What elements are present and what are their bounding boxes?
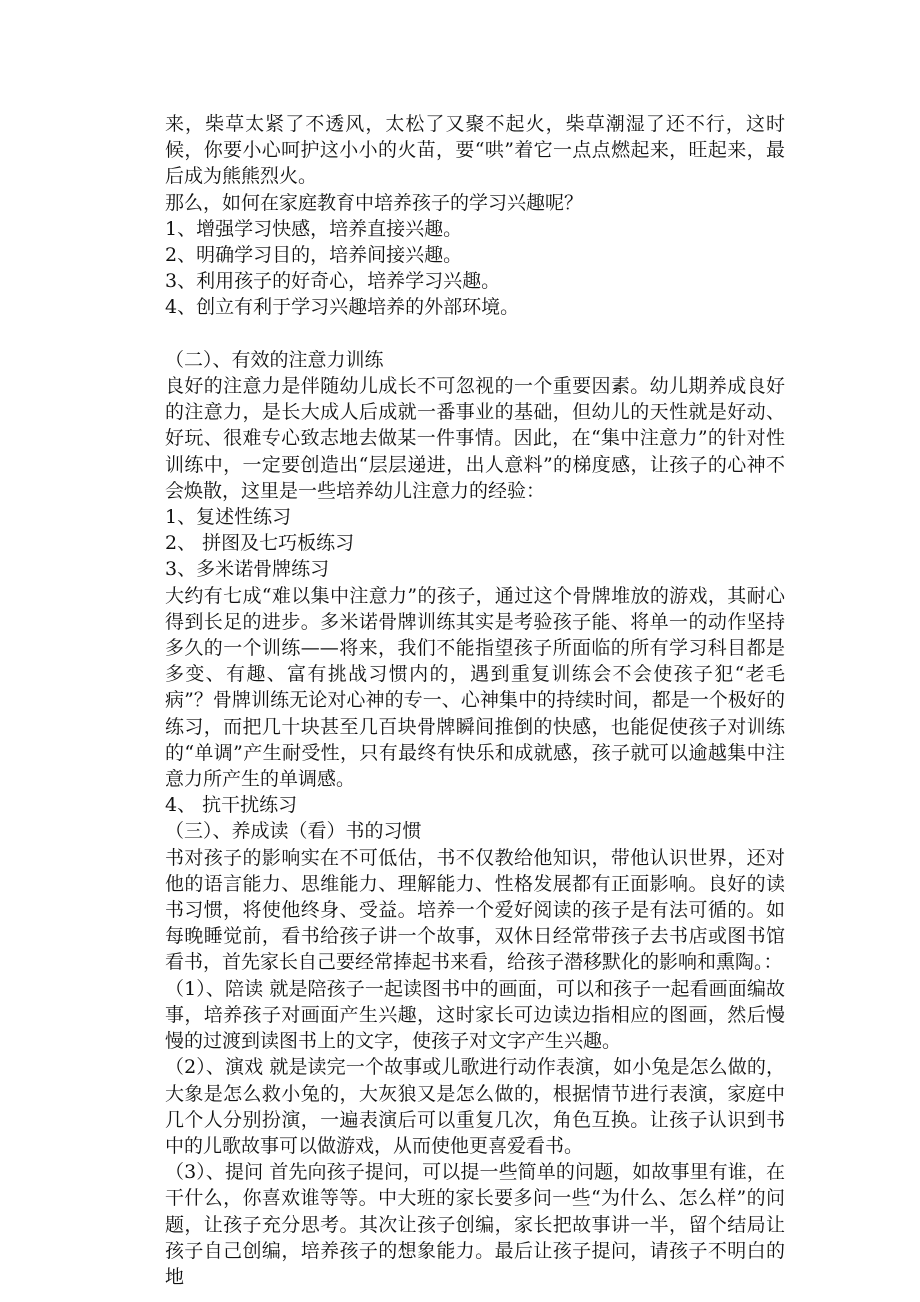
section-heading-attention: （二）、有效的注意力训练 (165, 348, 384, 371)
paragraph-question-interest: 那么，如何在家庭教育中培养孩子的学习兴趣呢？ (165, 191, 584, 214)
paragraph-domino: 大约有七成“难以集中注意力”的孩子，通过这个骨牌堆放的游戏，其耐心得到长足的进步。多米诺骨牌训练其实是考验孩子能、将单一的动作坚持多久的一个训练——将来，我们不能指望孩子所面临的所有学习科目都是多变、有趣、富有挑战习惯内的，遇到重复训练会不会使孩子犯“老毛病”？骨牌训练无论对心神的专一、心神集中的持续时间，都是一个极好的练习，而把几十块甚至几百块骨牌瞬间推倒的快感，也能促使孩子对训练的“单调”产生耐受性，只有最终有快乐和成就感，孩子就可以逾越集中注意力所产生的单调感。 (165, 584, 785, 791)
paragraph-fire-metaphor: 来，柴草太紧了不透风，太松了又聚不起火，柴草潮湿了还不行，这时候，你要小心呵护这小小的火苗，要“哄”着它一点点燃起来，旺起来，最后成为熊熊烈火。 (165, 113, 785, 188)
list-item-interest-4: 4、创立有利于学习兴趣培养的外部环境。 (165, 296, 520, 319)
paragraph-reading-intro: 书对孩子的影响实在不可低估，书不仅教给他知识，带他认识世界，还对他的语言能力、思维能力、理解能力、性格发展都有正面影响。良好的读书习惯，将使他终身、受益。培养一个爱好阅读的孩子是有法可循的。如每晚睡觉前，看书给孩子讲一个故事，双休日经常带孩子去书店或图书馆看书，首先家长自己要经常捧起书来看，给孩子潜移默化的影响和熏陶。： (165, 846, 785, 974)
list-item-attention-4: 4、 抗干扰练习 (165, 794, 298, 817)
document-page (165, 111, 785, 1290)
list-item-interest-3: 3、利用孩子的好奇心，培养学习兴趣。 (165, 270, 501, 293)
paragraph-reading-method-2: （2）、演戏 就是读完一个故事或儿歌进行动作表演，如小兔是怎么做的，大象是怎么救小兔的，大灰狼又是怎么做的，根据情节进行表演，家庭中几个人分别扮演，一遍表演后可以重复几次，角色互换。让孩子认识到书中的儿歌故事可以做游戏，从而使他更喜爱看书。 (165, 1056, 785, 1157)
paragraph-attention-intro: 良好的注意力是伴随幼儿成长不可忽视的一个重要因素。幼儿期养成良好的注意力，是长大成人后成就一番事业的基础，但幼儿的天性就是好动、好玩、很难专心致志地去做某一件事情。因此，在“集中注意力”的针对性训练中，一定要创造出“层层递进，出人意料”的梯度感，让孩子的心神不会焕散，这里是一些培养幼儿注意力的经验： (165, 375, 785, 502)
list-item-interest-1: 1、增强学习快感，培养直接兴趣。 (165, 217, 463, 240)
paragraph-reading-method-1: （1）、陪读 就是陪孩子一起读图书中的画面，可以和孩子一起看画面编故事，培养孩子对画面产生兴趣，这时家长可边读边指相应的图画，然后慢慢的过渡到读图书上的文字，使孩子对文字产生兴趣。 (165, 977, 785, 1053)
list-item-interest-2: 2、明确学习目的，培养间接兴趣。 (165, 244, 463, 267)
list-item-attention-2: 2、 拼图及七巧板练习 (165, 532, 355, 555)
paragraph-reading-method-3: （3）、提问 首先向孩子提问，可以提一些简单的问题，如故事里有谁，在干什么，你喜欢谁等等。中大班的家长要多问一些“为什么、怎么样”的问题，让孩子充分思考。其次让孩子创编，家长把故事讲一半，留个结局让孩子自己创编，培养孩子的想象能力。最后让孩子提问，请孩子不明白的地 (165, 1161, 785, 1288)
list-item-attention-1: 1、复述性练习 (165, 506, 292, 529)
section-heading-reading: （三）、养成读（看）书的习惯 (165, 820, 422, 843)
blank-line (165, 321, 785, 347)
list-item-attention-3: 3、多米诺骨牌练习 (165, 558, 330, 581)
